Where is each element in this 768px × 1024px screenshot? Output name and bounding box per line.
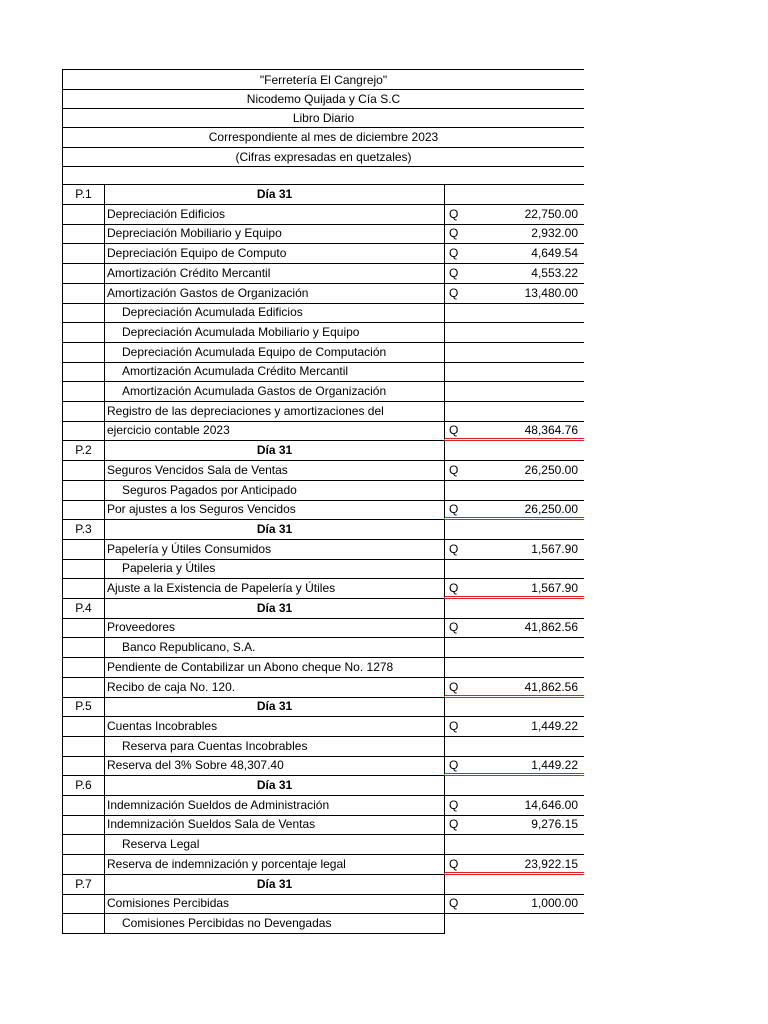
- amount-cell: [444, 717, 584, 737]
- entry-id-blank: [62, 559, 104, 579]
- currency-symbol: Q: [449, 896, 459, 911]
- entry-header-row: [62, 441, 584, 461]
- total-amount-cell: [444, 678, 584, 698]
- entry-id-blank: [62, 638, 104, 658]
- amount-cell: [444, 264, 584, 284]
- currency-symbol: Q: [449, 462, 459, 477]
- currency-symbol: Q: [449, 856, 459, 871]
- entry-id: P.6: [62, 776, 104, 796]
- total-amount-cell: [444, 855, 584, 875]
- amount-value: 41,862.56: [524, 620, 578, 635]
- amount-cell: [444, 697, 584, 717]
- journal-line: [62, 264, 584, 284]
- entry-id-blank: [62, 815, 104, 835]
- entry-id: P.5: [62, 697, 104, 717]
- entry-id-blank: [62, 717, 104, 737]
- entry-day: Día 31: [104, 184, 444, 205]
- entry-id-blank: [62, 500, 104, 520]
- journal-line: [62, 284, 584, 304]
- entry-id-blank: [62, 678, 104, 698]
- entry-header-row: [62, 185, 584, 205]
- line-description: Depreciación Equipo de Computo: [104, 244, 444, 264]
- journal-line: [62, 382, 584, 402]
- line-description: Por ajustes a los Seguros Vencidos: [104, 500, 444, 520]
- journal-line: [62, 343, 584, 363]
- entry-day: Día 31: [104, 599, 444, 619]
- currency-symbol: Q: [449, 541, 459, 556]
- amount-value: 48,364.76: [524, 423, 578, 438]
- line-description: Seguros Pagados por Anticipado: [104, 481, 444, 501]
- line-description: Amortización Acumulada Crédito Mercantil: [104, 362, 444, 382]
- journal-line: [62, 678, 584, 698]
- journal-line: [62, 224, 584, 244]
- currency-symbol: Q: [449, 718, 459, 733]
- entry-day: Día 31: [104, 697, 444, 717]
- line-description: Pendiente de Contabilizar un Abono cheque No. 1278: [104, 658, 444, 678]
- amount-value: 22,750.00: [524, 206, 578, 221]
- amount-cell: [444, 618, 584, 638]
- journal-line: [62, 500, 584, 520]
- currency-symbol: Q: [449, 246, 459, 261]
- journal-line: [62, 402, 584, 422]
- amount-value: 2,932.00: [531, 226, 578, 241]
- currency-symbol: Q: [449, 206, 459, 221]
- entry-id-blank: [62, 737, 104, 757]
- entry-id-blank: [62, 402, 104, 422]
- amount-cell: [444, 894, 584, 914]
- amount-value: 1,449.22: [531, 718, 578, 733]
- journal-line: [62, 540, 584, 560]
- amount-value: 14,646.00: [524, 797, 578, 812]
- amount-value: 26,250.00: [524, 462, 578, 477]
- entry-id-blank: [62, 382, 104, 402]
- total-amount-cell: [444, 579, 584, 599]
- journal-line: [62, 756, 584, 776]
- journal-line: [62, 855, 584, 875]
- entry-id-blank: [62, 914, 104, 934]
- entry-id-blank: [62, 284, 104, 304]
- amount-cell: [444, 303, 584, 323]
- amount-cell: [444, 638, 584, 658]
- line-description: Comisiones Percibidas: [104, 894, 444, 914]
- currency-symbol: Q: [449, 265, 459, 280]
- entry-id-blank: [62, 796, 104, 816]
- amount-value: 1,449.22: [531, 758, 578, 773]
- amount-cell: [444, 540, 584, 560]
- amount-value: 41,862.56: [524, 679, 578, 694]
- journal-line: [62, 815, 584, 835]
- amount-value: 13,480.00: [524, 285, 578, 300]
- entry-id: P.4: [62, 599, 104, 619]
- journal-line: [62, 717, 584, 737]
- amount-value: 4,553.22: [531, 265, 578, 280]
- entry-id: P.2: [62, 441, 104, 461]
- amount-cell: [444, 776, 584, 796]
- currency-symbol: Q: [449, 620, 459, 635]
- amount-cell: [444, 520, 584, 540]
- journal-line: [62, 914, 584, 934]
- line-description: Reserva del 3% Sobre 48,307.40: [104, 756, 444, 776]
- line-description: Reserva para Cuentas Incobrables: [104, 737, 444, 757]
- amount-cell: [444, 815, 584, 835]
- line-description: Papelería y Útiles Consumidos: [104, 540, 444, 560]
- total-amount-cell: [444, 756, 584, 776]
- entry-id-blank: [62, 894, 104, 914]
- total-amount-cell: [444, 421, 584, 441]
- journal-line: [62, 559, 584, 579]
- line-description: Depreciación Acumulada Edificios: [104, 303, 444, 323]
- entry-header-row: [62, 697, 584, 717]
- amount-cell: [444, 224, 584, 244]
- line-description: ejercicio contable 2023: [104, 421, 444, 441]
- amount-cell: [444, 244, 584, 264]
- entry-header-row: [62, 599, 584, 619]
- line-description: Amortización Acumulada Gastos de Organización: [104, 382, 444, 402]
- line-description: Indemnización Sueldos de Administración: [104, 796, 444, 816]
- journal-line: [62, 658, 584, 678]
- line-description: Depreciación Acumulada Equipo de Computación: [104, 343, 444, 363]
- entry-id-blank: [62, 481, 104, 501]
- entry-id: P.3: [62, 520, 104, 540]
- currency-symbol: Q: [449, 581, 459, 595]
- amount-cell: [444, 835, 584, 855]
- amount-value: 1,000.00: [531, 896, 578, 911]
- journal-line: [62, 362, 584, 382]
- line-description: Depreciación Edificios: [104, 205, 444, 225]
- line-description: Indemnización Sueldos Sala de Ventas: [104, 815, 444, 835]
- amount-cell: [444, 559, 584, 579]
- amount-cell: [444, 796, 584, 816]
- journal-line: [62, 244, 584, 264]
- journal-line: [62, 579, 584, 599]
- amount-cell: [444, 205, 584, 225]
- company-title: "Ferretería El Cangrejo": [62, 69, 584, 90]
- entry-id-blank: [62, 461, 104, 481]
- currency-symbol: Q: [449, 797, 459, 812]
- amount-cell: [444, 284, 584, 304]
- entry-id-blank: [62, 658, 104, 678]
- entry-id-blank: [62, 264, 104, 284]
- entry-id-blank: [62, 618, 104, 638]
- line-description: Papeleria y Útiles: [104, 559, 444, 579]
- entry-day: Día 31: [104, 441, 444, 461]
- amount-cell-open: [444, 914, 584, 934]
- amount-value: 1,567.90: [531, 581, 578, 595]
- amount-cell: [444, 402, 584, 422]
- amount-cell: [444, 343, 584, 363]
- entry-day: Día 31: [104, 520, 444, 540]
- period-title: Correspondiente al mes de diciembre 2023: [62, 128, 584, 148]
- line-description: Comisiones Percibidas no Devengadas: [104, 914, 444, 934]
- journal-line: [62, 421, 584, 441]
- currency-symbol: Q: [449, 423, 459, 438]
- journal-line: [62, 303, 584, 323]
- entry-id-blank: [62, 756, 104, 776]
- amount-value: 4,649.54: [531, 246, 578, 261]
- amount-cell: [444, 461, 584, 481]
- currency-symbol: Q: [449, 679, 459, 694]
- amount-value: 26,250.00: [524, 502, 578, 517]
- line-description: Amortización Crédito Mercantil: [104, 264, 444, 284]
- amount-cell: [444, 382, 584, 402]
- journal-line: [62, 835, 584, 855]
- amount-cell: [444, 481, 584, 501]
- entry-id-blank: [62, 540, 104, 560]
- amount-cell: [444, 875, 584, 895]
- spacer-row: [62, 167, 584, 185]
- entry-header-row: [62, 776, 584, 796]
- journal-line: [62, 894, 584, 914]
- journal-line: [62, 323, 584, 343]
- line-description: Ajuste a la Existencia de Papelería y Útiles: [104, 579, 444, 599]
- line-description: Reserva de indemnización y porcentaje legal: [104, 855, 444, 875]
- entry-id: P.1: [62, 185, 104, 205]
- entry-id-blank: [62, 579, 104, 599]
- entry-id-blank: [62, 421, 104, 441]
- amount-value: 9,276.15: [531, 817, 578, 832]
- line-description: Amortización Gastos de Organización: [104, 284, 444, 304]
- line-description: Registro de las depreciaciones y amortizaciones del: [104, 402, 444, 422]
- journal-line: [62, 737, 584, 757]
- line-description: Seguros Vencidos Sala de Ventas: [104, 461, 444, 481]
- entry-id-blank: [62, 362, 104, 382]
- line-description: Depreciación Mobiliario y Equipo: [104, 224, 444, 244]
- entry-id-blank: [62, 323, 104, 343]
- line-description: Cuentas Incobrables: [104, 717, 444, 737]
- entry-header-row: [62, 520, 584, 540]
- entry-id-blank: [62, 855, 104, 875]
- journal-line: [62, 481, 584, 501]
- entry-id-blank: [62, 205, 104, 225]
- amount-value: 23,922.15: [524, 856, 578, 871]
- line-description: Reserva Legal: [104, 835, 444, 855]
- line-description: Proveedores: [104, 618, 444, 638]
- amount-cell: [444, 362, 584, 382]
- entry-id-blank: [62, 244, 104, 264]
- journal-line: [62, 205, 584, 225]
- book-title: Libro Diario: [62, 109, 584, 128]
- amount-cell: [444, 599, 584, 619]
- amount-value: 1,567.90: [531, 541, 578, 556]
- owner-title: Nicodemo Quijada y Cía S.C: [62, 90, 584, 109]
- entry-header-row: [62, 875, 584, 895]
- currency-symbol: Q: [449, 758, 459, 773]
- total-amount-cell: [444, 500, 584, 520]
- entry-id-blank: [62, 224, 104, 244]
- entry-day: Día 31: [104, 875, 444, 895]
- currency-symbol: Q: [449, 226, 459, 241]
- entry-id-blank: [62, 835, 104, 855]
- currency-symbol: Q: [449, 817, 459, 832]
- entry-day: Día 31: [104, 776, 444, 796]
- amount-cell: [444, 441, 584, 461]
- amount-cell: [444, 323, 584, 343]
- currency-symbol: Q: [449, 502, 459, 517]
- currency-note: (Cifras expresadas en quetzales): [62, 148, 584, 167]
- entry-id-blank: [62, 303, 104, 323]
- amount-cell: [444, 184, 584, 205]
- journal-line: [62, 618, 584, 638]
- journal-line: [62, 796, 584, 816]
- amount-cell: [444, 658, 584, 678]
- entry-id: P.7: [62, 875, 104, 895]
- line-description: Banco Republicano, S.A.: [104, 638, 444, 658]
- journal-line: [62, 638, 584, 658]
- journal-line: [62, 461, 584, 481]
- line-description: Recibo de caja No. 120.: [104, 678, 444, 698]
- line-description: Depreciación Acumulada Mobiliario y Equipo: [104, 323, 444, 343]
- amount-cell: [444, 737, 584, 757]
- currency-symbol: Q: [449, 285, 459, 300]
- entry-id-blank: [62, 343, 104, 363]
